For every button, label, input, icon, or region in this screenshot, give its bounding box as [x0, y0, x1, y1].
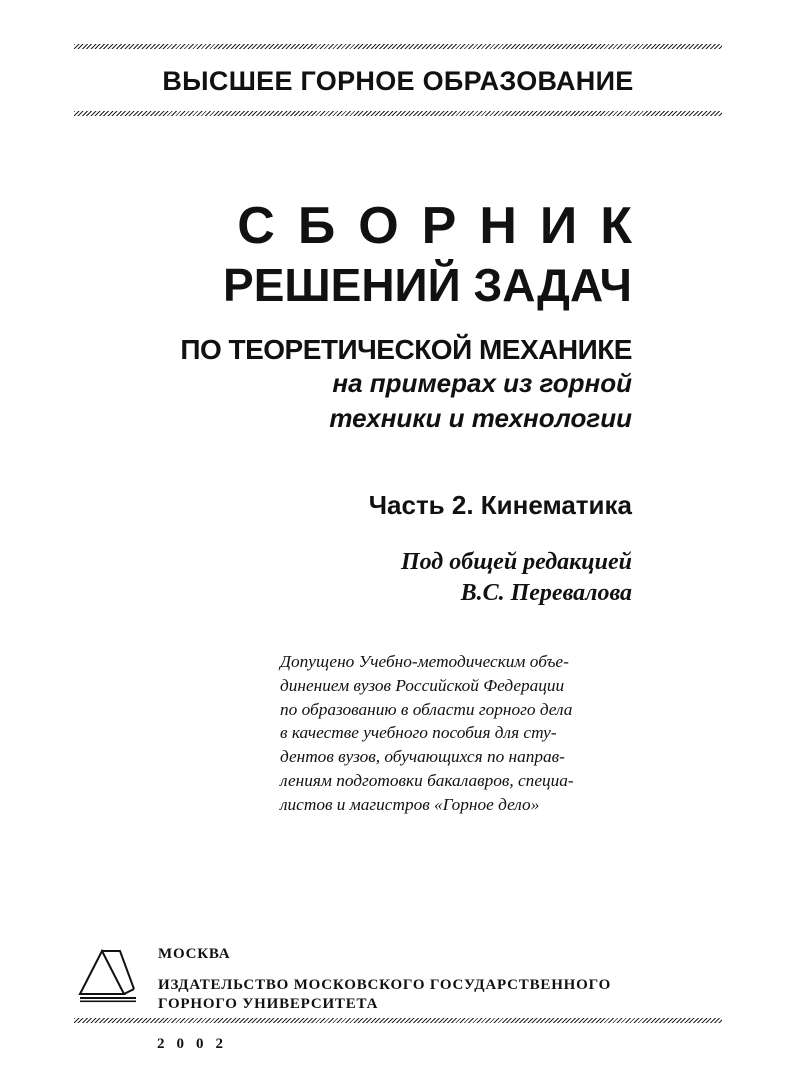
bottom-divider [74, 1018, 722, 1023]
book-subtitle-italic-1: на примерах из горной [332, 368, 632, 398]
book-subtitle-italic-2: техники и технологии [329, 403, 632, 433]
approval-line: Допущено Учебно-методическим объе- [280, 652, 569, 671]
publication-year: 2002 [157, 1036, 235, 1052]
series-divider [74, 111, 722, 116]
approval-line: динением вузов Российской Федерации [280, 675, 565, 695]
approval-line: по образованию в области горного дела [280, 699, 573, 719]
approval-line: дентов вузов, обучающихся по направ- [280, 747, 565, 767]
part-title: Часть 2. Кинематика [368, 490, 632, 520]
publisher-logo-icon [76, 947, 138, 1003]
publisher-city: МОСКВА [158, 946, 231, 962]
approval-line: в качестве учебного пособия для сту- [280, 723, 557, 743]
series-name: ВЫСШЕЕ ГОРНОЕ ОБРАЗОВАНИЕ [162, 66, 634, 96]
publisher-name-line-2: ГОРНОГО УНИВЕРСИТЕТА [158, 996, 379, 1012]
approval-note [280, 650, 640, 817]
book-title-line-2: РЕШЕНИЙ ЗАДАЧ [223, 259, 632, 311]
book-subtitle: ПО ТЕОРЕТИЧЕСКОЙ МЕХАНИКЕ [180, 334, 632, 365]
editor-caption: Под общей редакцией [400, 549, 632, 575]
editor-name: В.С. Перевалова [460, 580, 632, 606]
approval-line: лениям подготовки бакалавров, специа- [280, 770, 574, 790]
book-title-line-1: СБОРНИК [237, 197, 655, 255]
approval-line: листов и магистров «Горное дело» [280, 794, 540, 814]
top-divider [74, 44, 722, 49]
publisher-name-line-1: ИЗДАТЕЛЬСТВО МОСКОВСКОГО ГОСУДАРСТВЕННОГО [158, 977, 612, 993]
